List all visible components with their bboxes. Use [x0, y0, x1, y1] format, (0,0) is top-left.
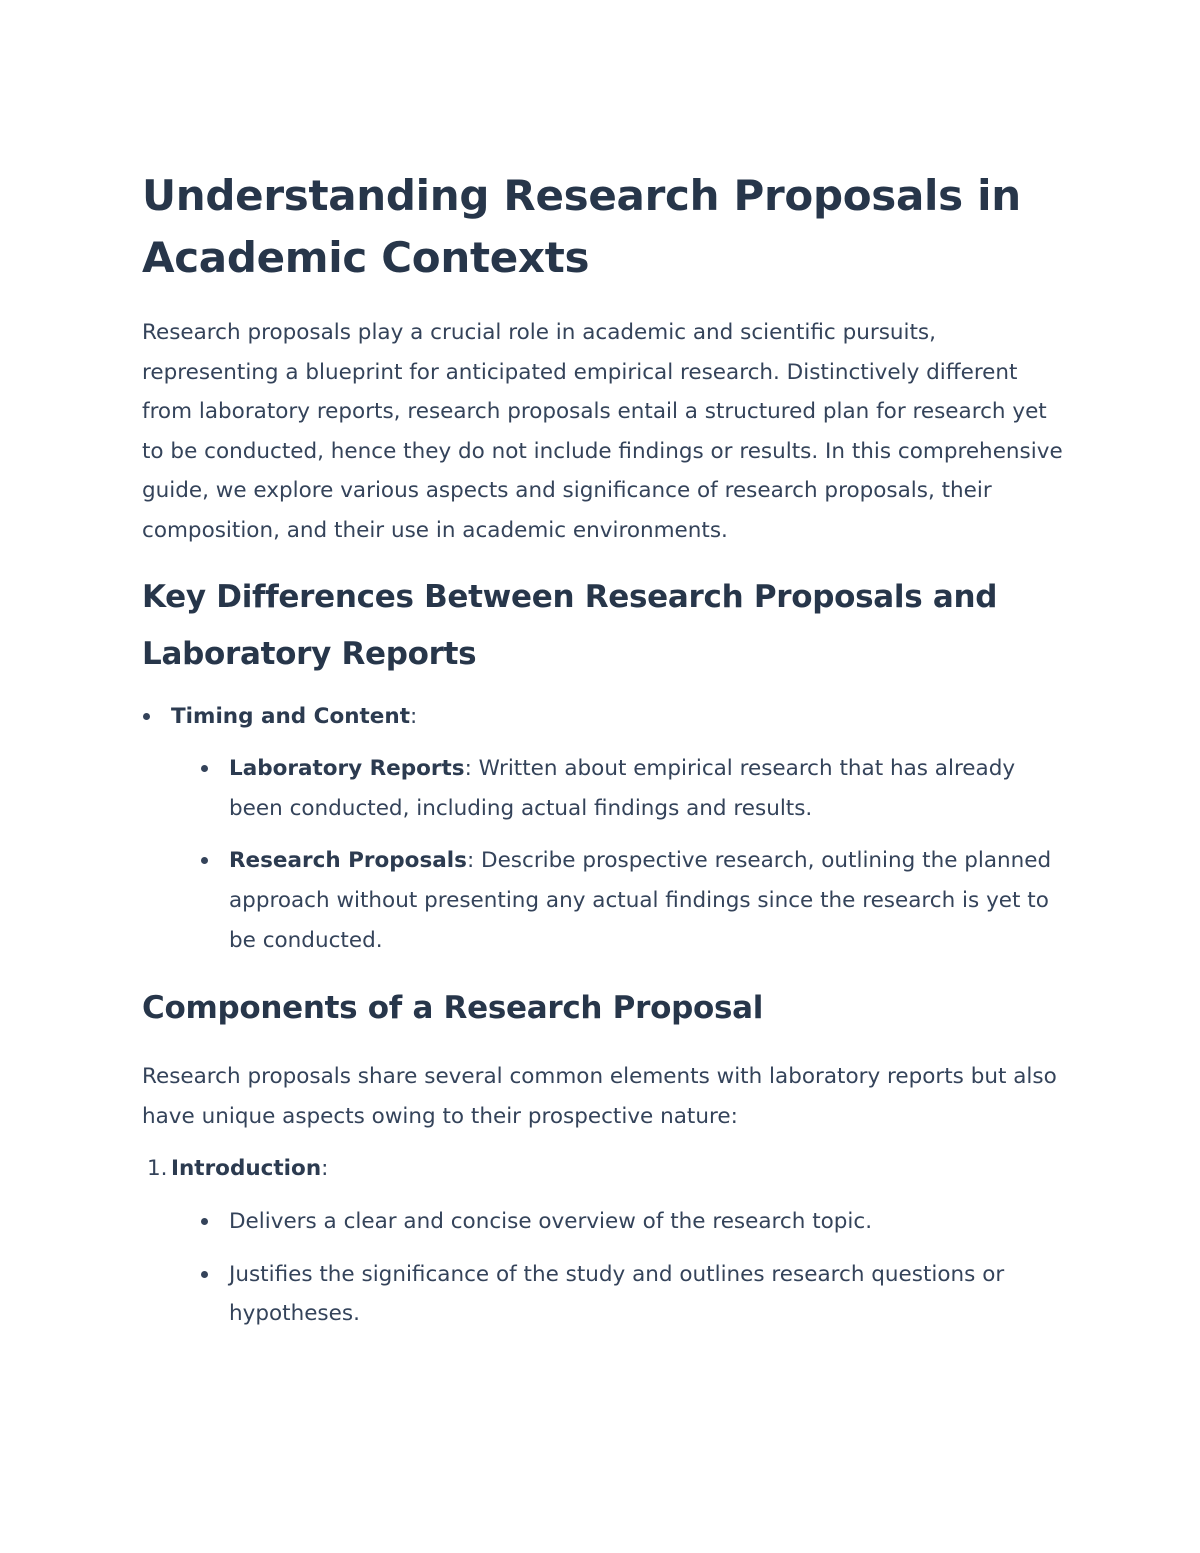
- section-heading-components: Components of a Research Proposal: [142, 990, 764, 1027]
- item-colon: :: [321, 1156, 329, 1182]
- components-paragraph: Research proposals share several common elements with laboratory reports but also have unique aspects owing to their prospective nature:: [142, 1064, 1057, 1129]
- sub-list: [171, 749, 1072, 960]
- document-page: [142, 165, 1072, 1334]
- sub-item-significance: [171, 1255, 1072, 1334]
- sub-item-laboratory-reports: [171, 749, 1072, 828]
- item-label: Introduction: [171, 1156, 322, 1182]
- item-colon: :: [409, 703, 418, 729]
- bullet-icon: [201, 765, 208, 772]
- bullet-icon: [201, 857, 208, 864]
- sub-item-text: : Describe prospective research, outlining the planned approach without presenting any actual findings since the research is yet to be conducted.: [229, 848, 1052, 953]
- bullet-icon: [201, 1271, 208, 1278]
- section-heading-key-differences: Key Differences Between Research Proposals and Laboratory Reports: [142, 578, 998, 672]
- bullet-icon: [143, 713, 150, 720]
- list-number: 1.: [147, 1156, 168, 1182]
- sub-list: [171, 1202, 1072, 1334]
- list-item-introduction: [142, 1149, 1072, 1333]
- sub-item-text: Delivers a clear and concise overview of the research topic.: [229, 1208, 873, 1234]
- item-label: Timing and Content: [171, 703, 410, 729]
- document-title: Understanding Research Proposals in Academic Contexts: [142, 171, 1021, 282]
- intro-paragraph: Research proposals play a crucial role in academic and scientific pursuits, representing a blueprint for anticipated empirical research. Distinctively different from laboratory reports, research proposals entail a structured plan for research yet to be conducted, hence they do not include findings or results. In this comprehensive guide, we explore various aspects and significance of research proposals, their composition, and their use in academic environments.: [142, 320, 1063, 543]
- sub-item-text: : Written about empirical research that has already been conducted, including actual findings and results.: [229, 756, 1016, 821]
- sub-item-label: Research Proposals: [229, 848, 467, 874]
- sub-item-text: Justifies the significance of the study and outlines research questions or hypotheses.: [229, 1261, 1005, 1327]
- sub-item-label: Laboratory Reports: [229, 756, 465, 782]
- components-list: [142, 1149, 1072, 1333]
- sub-item-overview: [171, 1202, 1072, 1242]
- list-item-timing-content: [142, 697, 1072, 961]
- key-differences-list: [142, 697, 1072, 961]
- bullet-icon: [201, 1218, 208, 1225]
- sub-item-research-proposals: [171, 841, 1072, 960]
